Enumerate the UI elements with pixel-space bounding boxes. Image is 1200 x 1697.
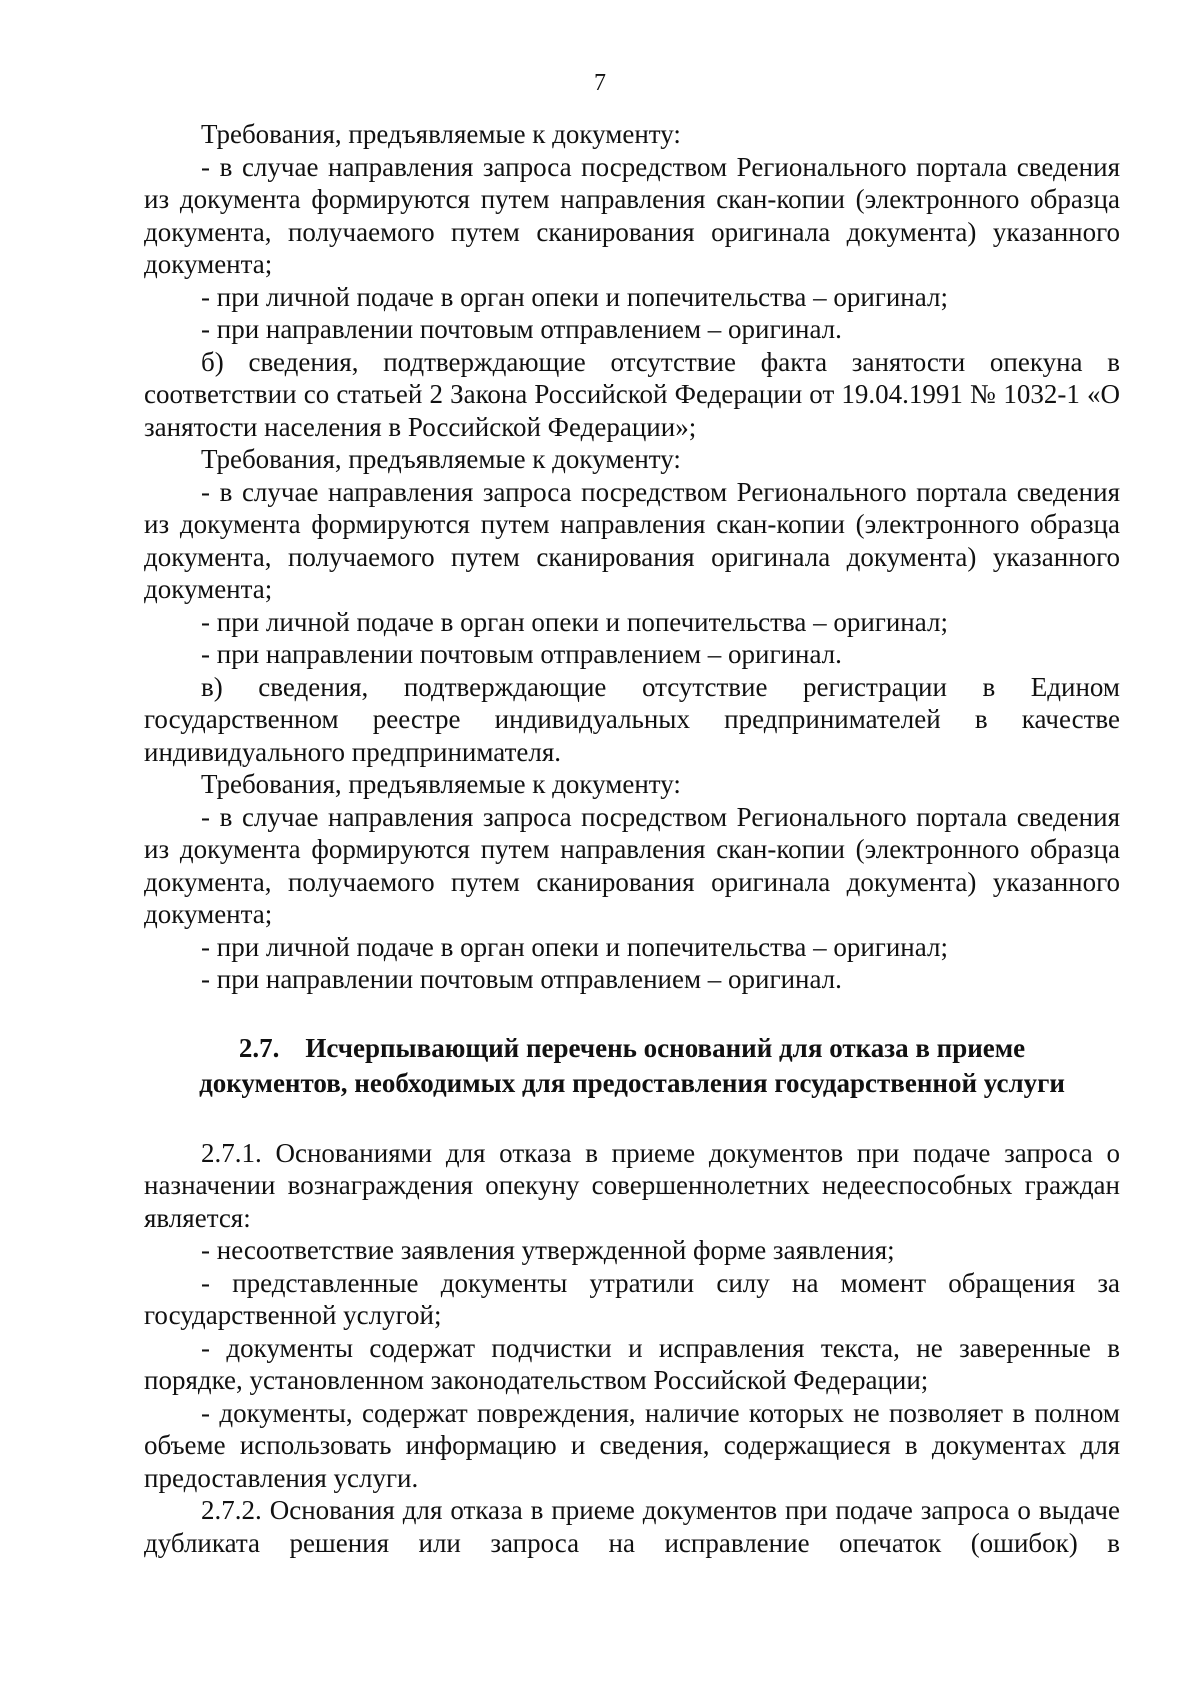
paragraph: Требования, предъявляемые к документу: xyxy=(201,769,681,799)
paragraph: 2.7.2. Основания для отказа в приеме документов при подаче запроса о выдаче дубликата решения или запроса на исправление опечаток (ошибок) в xyxy=(144,1495,1120,1558)
document-body xyxy=(144,118,1120,1559)
paragraph: - при личной подаче в орган опеки и попечительства – оригинал; xyxy=(201,606,948,637)
page-number: 7 xyxy=(594,70,606,96)
paragraph: - в случае направления запроса посредством Регионального портала сведения из документа формируются путем направления скан-копии (электронного образца документа, получаемого путем сканирования оригинала документа) указанного документа; xyxy=(144,801,1120,929)
paragraph: - при личной подаче в орган опеки и попечительства – оригинал; xyxy=(201,281,948,312)
paragraph: б) сведения, подтверждающие отсутствие факта занятости опекуна в соответствии со статьей 2 Закона Российской Федерации от 19.04.1991 № 1032-1 «О занятости населения в Российской Федерации»; xyxy=(144,346,1120,442)
paragraph: 2.7.1. Основаниями для отказа в приеме документов при подаче запроса о назначении вознаграждения опекуну совершеннолетних недееспособных граждан является: xyxy=(144,1137,1120,1233)
paragraph: - документы содержат подчистки и исправления текста, не заверенные в порядке, установленном законодательством Российской Федерации; xyxy=(144,1332,1120,1395)
paragraph: Требования, предъявляемые к документу: xyxy=(201,444,681,474)
paragraph: Требования, предъявляемые к документу: xyxy=(201,119,681,149)
paragraph: - при направлении почтовым отправлением – оригинал. xyxy=(201,639,842,669)
section-title-line-2: документов, необходимых для предоставления государственной услуги xyxy=(199,1067,1065,1098)
section-number: 2.7. xyxy=(238,1032,280,1063)
section-heading xyxy=(144,996,1120,1137)
paragraph: - при направлении почтовым отправлением – оригинал. xyxy=(201,314,842,344)
paragraph: - документы, содержат повреждения, наличие которых не позволяет в полном объеме использовать информацию и сведения, содержащиеся в документах для предоставления услуги. xyxy=(144,1397,1120,1493)
paragraph: - в случае направления запроса посредством Регионального портала сведения из документа формируются путем направления скан-копии (электронного образца документа, получаемого путем сканирования оригинала документа) указанного документа; xyxy=(144,151,1120,279)
paragraph: - несоответствие заявления утвержденной форме заявления; xyxy=(201,1235,895,1265)
paragraph: - при направлении почтовым отправлением – оригинал. xyxy=(201,964,842,994)
section-title-line-1: Исчерпывающий перечень оснований для отказа в приеме xyxy=(305,1032,1026,1063)
paragraph: в) сведения, подтверждающие отсутствие регистрации в Едином государственном реестре индивидуальных предпринимателей в качестве индивидуального предпринимателя. xyxy=(144,671,1120,767)
paragraph: - представленные документы утратили силу на момент обращения за государственной услугой; xyxy=(144,1267,1120,1330)
paragraph: - в случае направления запроса посредством Регионального портала сведения из документа формируются путем направления скан-копии (электронного образца документа, получаемого путем сканирования оригинала документа) указанного документа; xyxy=(144,476,1120,604)
paragraph: - при личной подаче в орган опеки и попечительства – оригинал; xyxy=(201,931,948,962)
